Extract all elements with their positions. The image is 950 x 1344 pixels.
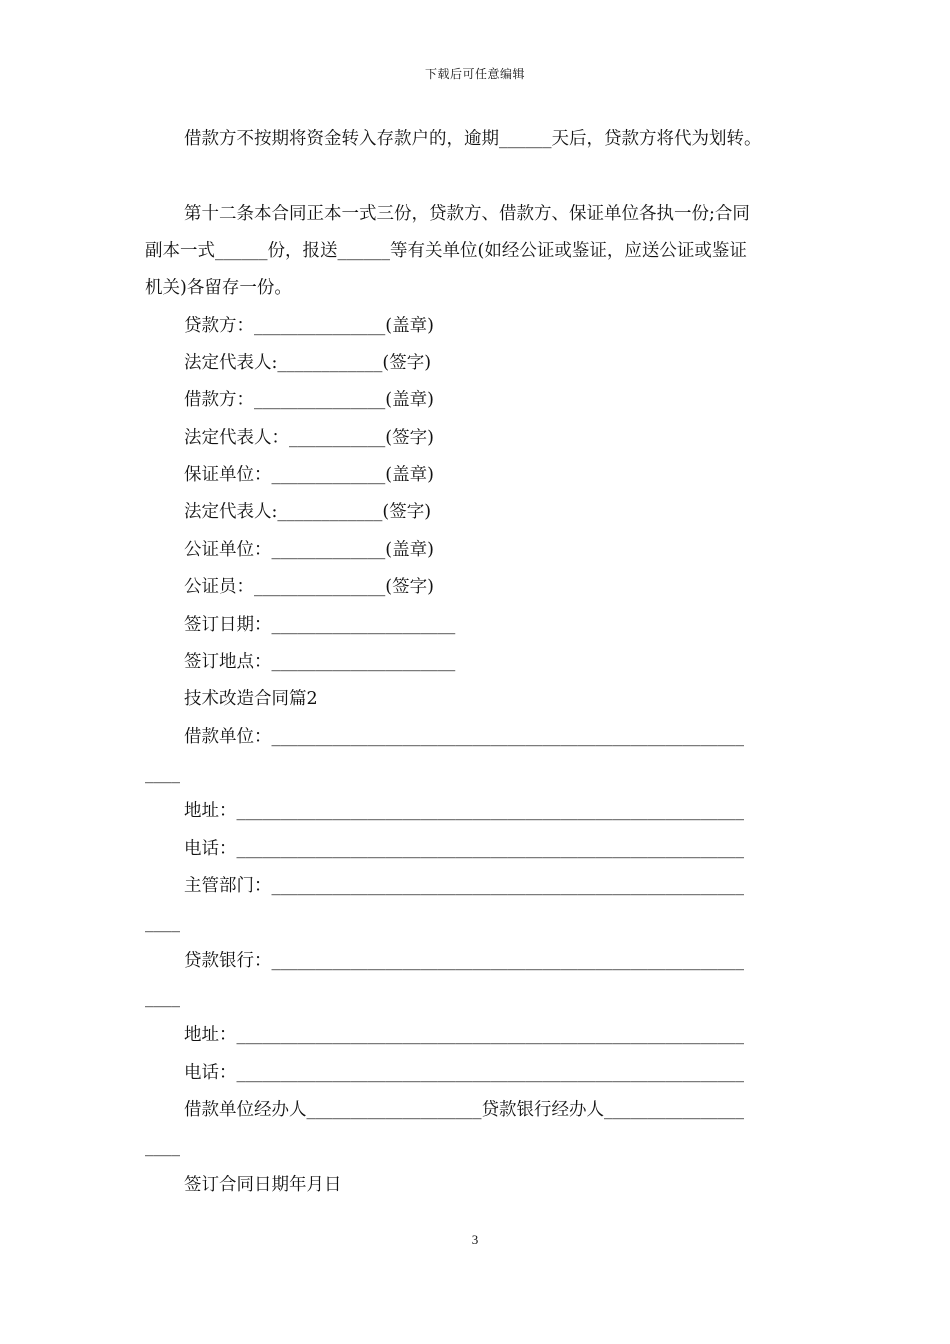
field-supervising-dept: 主管部门：______________________________________________________ [184,876,744,896]
field-borrower-phone: 电话：__________________________________________________________ [184,839,744,859]
field-handlers: 借款单位经办人____________________贷款银行经办人________________ [184,1100,744,1120]
field-lending-bank-continuation: ____ [145,988,180,1008]
signing-date: 签订日期：_____________________ [184,615,456,635]
signature-lender-rep: 法定代表人:____________(签字) [184,353,432,373]
field-bank-phone: 电话：__________________________________________________________ [184,1063,744,1083]
field-bank-address: 地址：__________________________________________________________ [184,1025,744,1045]
signature-borrower-rep: 法定代表人：___________(签字) [184,428,434,448]
signing-place: 签订地点：_____________________ [184,652,456,672]
signature-borrower: 借款方：_______________(盖章) [184,390,434,410]
signature-notary-unit: 公证单位：_____________(盖章) [184,540,434,560]
signature-guarantor-rep: 法定代表人:____________(签字) [184,502,432,522]
field-handlers-continuation: ____ [145,1137,180,1157]
field-borrower-unit-continuation: ____ [145,764,180,784]
signature-guarantor: 保证单位：_____________(盖章) [184,465,434,485]
clause-12-line-3: 机关)各留存一份。 [145,278,292,298]
page-header: 下载后可任意编辑 [424,67,525,81]
field-borrower-address: 地址：__________________________________________________________ [184,801,744,821]
section-title: 技术改造合同篇2 [184,689,318,709]
field-lending-bank: 贷款银行：______________________________________________________ [184,951,744,971]
clause-12-line-2: 副本一式______份，报送______等有关单位(如经公证或鉴证，应送公证或鉴证 [145,241,747,261]
page-number: 3 [471,1232,479,1247]
field-borrower-unit: 借款单位：______________________________________________________ [184,727,744,747]
clause-12-line-1: 第十二条本合同正本一式三份，贷款方、借款方、保证单位各执一份;合同 [184,204,750,224]
signature-notary: 公证员：_______________(签字) [184,577,434,597]
signature-lender: 贷款方：_______________(盖章) [184,316,434,336]
field-contract-date: 签订合同日期年月日 [184,1175,342,1195]
clause-transfer-text: 借款方不按期将资金转入存款户的，逾期______天后，贷款方将代为划转。 [184,129,762,149]
field-supervising-dept-continuation: ____ [145,913,180,933]
